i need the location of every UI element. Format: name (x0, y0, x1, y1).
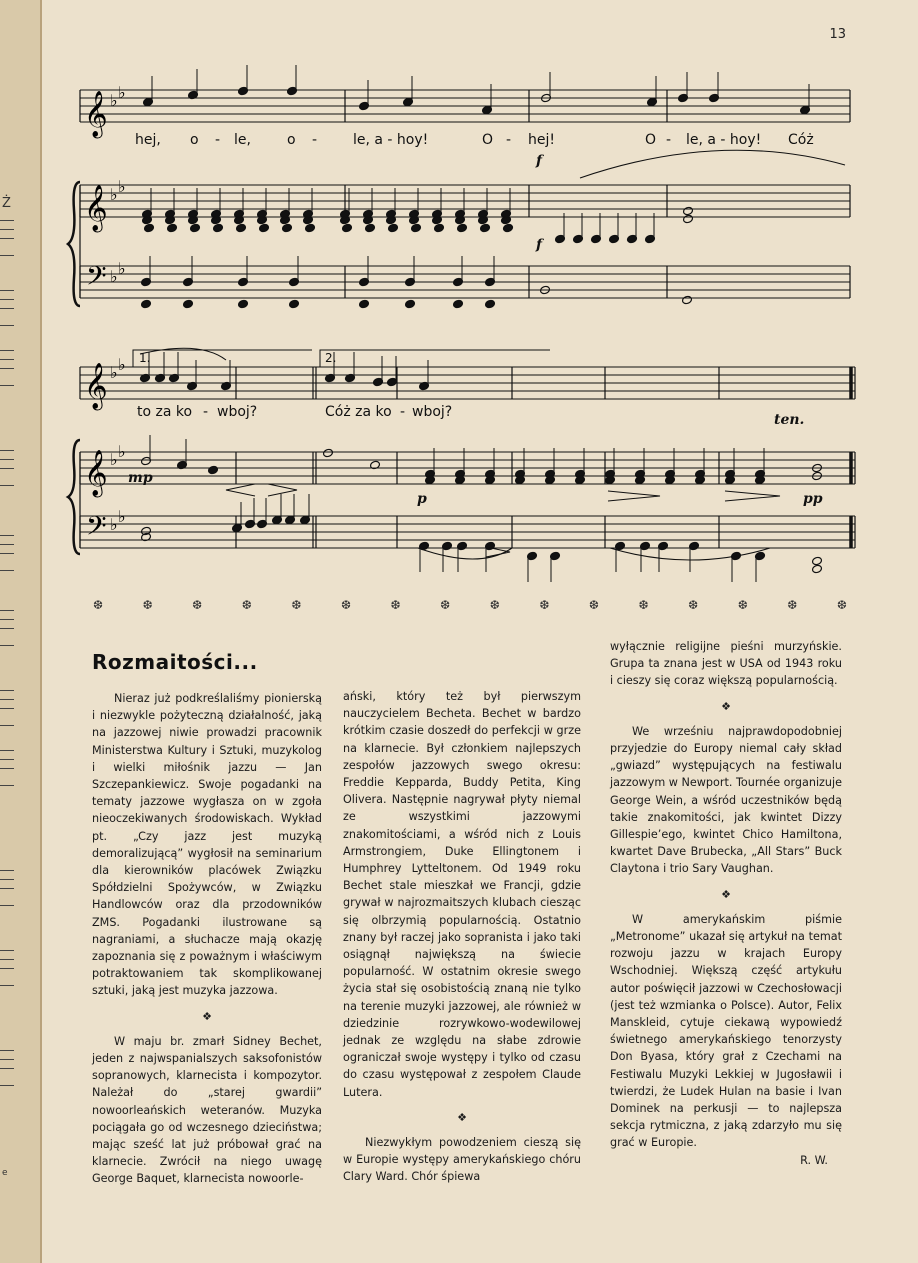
lyric-syllable: - (215, 132, 221, 148)
ornament-icon: ❆ (440, 598, 451, 612)
note-head (305, 223, 316, 233)
note-head (342, 223, 353, 233)
ornament-icon: ❆ (92, 598, 104, 612)
brace (68, 440, 80, 554)
lyric-syllable: O (482, 132, 494, 148)
note-head (259, 223, 270, 233)
note-head (812, 564, 823, 574)
lyric-syllable: hej, (135, 132, 161, 148)
margin-staff-fragment (0, 870, 14, 906)
ornament-icon: ❆ (340, 598, 351, 612)
author-signature: R. W. (800, 1153, 828, 1167)
first-ending-label: 1. (139, 351, 151, 365)
svg-text:♭: ♭ (110, 91, 118, 110)
brace (68, 182, 80, 306)
note-head (503, 223, 514, 233)
article-paragraph: ański, który też był pierwszym nauczycielem Becheta. Bechet w bardzo krótkim czasie doszedł do perfekcji w grze na klarnecie. Był członkiem najlepszych zespołów jazzowych swego okresu: Freddie Kepparda, Buddy Petita, King Olivera. Następnie nagrywał płyty niemal ze wszystkimi jazzowymi znakomitościami, a wśród nich z Louis Armstrongiem, Duke Ellingtonem i Humphrey Lytteltonem. Od 1949 roku Bechet stale mieszkał we Francji, gdzie grywał w najrozmaitszych klubach ciesząc się olbrzymią popularnością. Ostatnio znany był raczej jako sopranista i jako taki osiągnął największą na świecie popularność. W ostatnim okresie swego życia stał się osobistością znaną nie tylko na terenie muzyki jazzowej, ale również w dziedzinie rozrywkowo-wodewilowej jednak ze względu na słabe zdrowie ograniczał swoje występy i tylko od czasu do czasu występował z zespołem Claude Lutera. (343, 690, 581, 1099)
article-paragraph: Nieraz już podkreślaliśmy pionierską i niezwykle pożyteczną działalność, jaką na jazzowej niwie prowadzi pracownik Ministerstwa Kultury i Sztuki, muzykolog i wielki miłośnik jazzu — Jan Szczepankiewicz. Swoje pogadanki na tematy jazzowe wygłasza on w zgoła nieoczekiwanych środowiskach. Wykład pt. „Czy jazz jest muzyką demoralizującą” wygłosił na seminarium dla kierowników placówek Związku Spółdzielni Spożywców, w Związku Handlowców oraz dla przodowników ZMS. Pogadanki ilustrowane są nagraniami, a słuchacze mają okazję zapoznania się z poważnym i właściwym potraktowaniem tak skomplikowanej sztuki, jaką jest muzyka jazzowa. (92, 692, 322, 998)
ornament-icon: ❆ (588, 598, 599, 612)
ornament-icon: ❆ (390, 598, 401, 612)
note-head (388, 223, 399, 233)
staff-lines (80, 90, 855, 548)
note-head (453, 299, 464, 309)
slurs (140, 150, 845, 560)
ornament-icon: ❆ (737, 598, 748, 612)
note-head (208, 465, 219, 475)
note-head (411, 223, 422, 233)
section-separator: ❖ (457, 1110, 467, 1124)
lyric-syllable: - (400, 404, 406, 420)
note-head (183, 299, 194, 309)
margin-staff-fragment (0, 1050, 14, 1086)
margin-staff-fragment (0, 750, 14, 786)
article-paragraph: W amerykańskim piśmie „Metronome” ukazał się artykuł na temat rozwoju jazzu w krajach Europy Wschodniej. Większą część artykułu autor poświęcił jazzowi w Czechosłowacji (jest też wzmianka o Polsce). Autor, Felix Manskleid, cytuje ciekawą wypowiedź świetnego amerykańskiego tenorzysty Don Byasa, który grał z Czechami na Festiwalu Muzyki Lekkiej w Jugosławii i twierdzi, że Ludek Hulan na basie i Ivan Dominek na perkusji — to najlepsza sekcja rytmiczna, z jaką zdarzyło mu się grać w Europie. (610, 912, 842, 1150)
note-head (434, 223, 445, 233)
note-head (457, 223, 468, 233)
note-head (682, 295, 693, 305)
lyric-syllable: O (645, 132, 657, 148)
ornament-icon: ❆ (638, 598, 649, 612)
note-head (190, 223, 201, 233)
lyric-syllable: le, a - hoy! (686, 132, 762, 148)
article-paragraph: We wrześniu najprawdopodobniej przyjedzie do Europy niemal cały skład „gwiazd” występujących na festiwalu jazzowym w Newport. Tournée organizuje George Wein, a wśród uczestników będą takie znakomitości, jak kwintet Dizzy Gillespie’ego, kwintet Chico Hamiltona, kwartet Dave Brubecka, „All Stars” Buck Claytona i trio Sary Vaughan. (610, 724, 842, 876)
note-head (167, 223, 178, 233)
lyric-syllable: o (190, 132, 199, 148)
lyrics-line (135, 132, 814, 148)
page-number: 13 (829, 27, 846, 42)
margin-letter: Ż (2, 196, 11, 211)
lyric-syllable: - (312, 132, 318, 148)
note-head (480, 223, 491, 233)
margin-staff-fragment (0, 950, 14, 986)
note-head (141, 299, 152, 309)
treble-clef: 𝄞 (84, 185, 108, 231)
music-score (0, 0, 918, 590)
second-ending-label: 2. (325, 351, 337, 365)
ornament-icon: ❆ (787, 598, 798, 612)
svg-text:♭: ♭ (118, 177, 126, 196)
treble-clef: 𝄞 (84, 363, 108, 409)
treble-clef: 𝄞 (84, 450, 108, 496)
dynamic-forte: f (536, 237, 543, 253)
ornament-icon: ❆ (688, 598, 699, 612)
note-head (405, 299, 416, 309)
ornament-icon: ❆ (241, 598, 252, 612)
svg-text:♭: ♭ (118, 83, 126, 102)
note-head (144, 223, 155, 233)
margin-staff-fragment (0, 610, 14, 646)
note-head (282, 223, 293, 233)
margin-staff-fragment (0, 690, 14, 726)
ornament-divider (90, 598, 850, 612)
lyric-syllable: Cóż za ko (325, 404, 392, 420)
section-separator: ❖ (202, 1009, 212, 1023)
section-separator: ❖ (721, 699, 731, 713)
note-head (812, 556, 823, 566)
svg-text:♭: ♭ (110, 363, 118, 382)
dynamic-piano: p (417, 491, 427, 507)
article-column-1 (92, 690, 322, 1188)
svg-text:♭: ♭ (110, 515, 118, 534)
barlines (80, 90, 855, 548)
note-head (289, 299, 300, 309)
note-head (213, 223, 224, 233)
margin-letter: e (2, 1168, 8, 1178)
lyric-syllable: hej! (528, 132, 555, 148)
lyric-syllable: le, (234, 132, 251, 148)
lyric-syllable: wboj? (412, 404, 453, 420)
dynamic-mezzo-piano: mp (128, 470, 153, 486)
note-head (683, 206, 694, 216)
svg-text:♭: ♭ (110, 450, 118, 469)
lyric-syllable: o (287, 132, 296, 148)
note-head (238, 299, 249, 309)
key-signature (110, 83, 126, 534)
lyric-syllable: - (203, 404, 209, 420)
dynamic-forte: f (536, 153, 543, 169)
lyric-syllable: to za ko (137, 404, 193, 420)
article-paragraph: wyłącznie religijne pieśni murzyńskie. Grupa ta znana jest w USA od 1943 roku i cieszy się coraz większą popularnością. (610, 640, 842, 688)
ornament-icon: ❆ (291, 598, 302, 612)
article-paragraph: W maju br. zmarł Sidney Bechet, jeden z najwspanialszych saksofonistów sopranowych, klarnecista i kompozytor. Należał do „starej gwardii” nowoorleańskich weteranów. Muzyka pociągała go od wczesnego dzieciństwa; mając sześć lat już próbował grać na klarnecie. Zwrócił na niego uwagę George Baquet, klarnecista nowoorle- (92, 1034, 322, 1186)
svg-text:♭: ♭ (118, 259, 126, 278)
svg-text:♭: ♭ (118, 355, 126, 374)
note-head (359, 299, 370, 309)
note-head (485, 299, 496, 309)
section-separator: ❖ (721, 887, 731, 901)
ornament-icon: ❆ (836, 598, 847, 612)
article-column-2 (343, 688, 581, 1186)
bass-clef: 𝄢 (86, 260, 107, 298)
ornament-icon: ❆ (142, 598, 153, 612)
note-head (683, 214, 694, 224)
lyric-syllable: - (506, 132, 512, 148)
article-title: Rozmaitości... (92, 650, 258, 674)
bass-clef: 𝄢 (86, 510, 107, 548)
tenuto-marking: ten. (774, 412, 805, 428)
ornament-icon: ❆ (539, 598, 550, 612)
first-ending-bracket (133, 350, 312, 367)
note-head (365, 223, 376, 233)
article-paragraph: Niezwykłym powodzeniem cieszą się w Europie występy amerykańskiego chóru Clary Ward. Chór śpiewa (343, 1136, 581, 1184)
treble-clef: 𝄞 (84, 91, 108, 137)
svg-text:♭: ♭ (118, 507, 126, 526)
lyric-syllable: le, a - hoy! (353, 132, 429, 148)
dynamic-pianissimo: pp (803, 491, 823, 507)
note-head (323, 448, 334, 458)
ornament-icon: ❆ (489, 598, 500, 612)
article-column-3 (610, 638, 842, 1169)
svg-text:♭: ♭ (110, 185, 118, 204)
svg-text:♭: ♭ (118, 442, 126, 461)
lyric-syllable: wboj? (217, 404, 258, 420)
lyric-syllable: Cóż (788, 132, 814, 148)
svg-text:♭: ♭ (110, 267, 118, 286)
lyric-syllable: - (666, 132, 672, 148)
note-head (236, 223, 247, 233)
lyrics-line (137, 404, 452, 420)
ornament-icon: ❆ (192, 598, 203, 612)
